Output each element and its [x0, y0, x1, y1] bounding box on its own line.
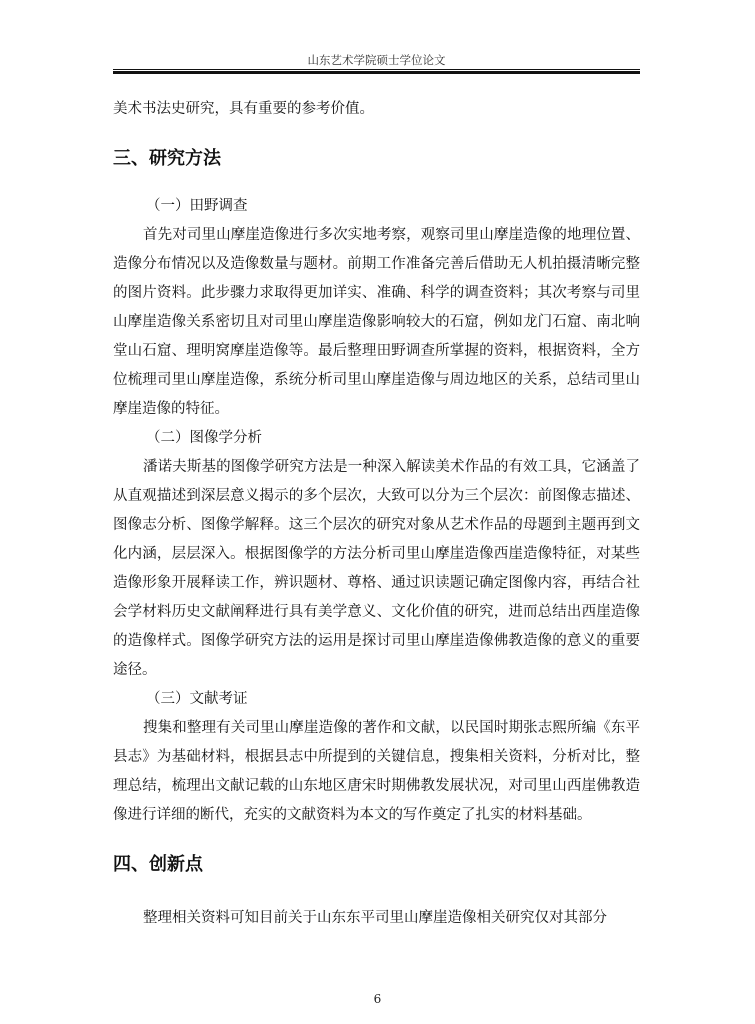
section-heading-methods: 三、研究方法	[113, 148, 221, 169]
subheading-iconography: （二）图像学分析	[146, 430, 262, 446]
running-header-title: 山东艺术学院硕士学位论文	[307, 53, 446, 67]
paragraph-field-survey: 首先对司里山摩崖造像进行多次实地考察，观察司里山摩崖造像的地理位置、造像分布情况以及造像数量与题材。前期工作准备完善后借助无人机拍摄清晰完整的图片资料。此步骤力求取得更加详实、准确、科学的调查资料；其次考察与司里山摩崖造像关系密切且对司里山摩崖造像影响较大的石窟，例如龙门石窟、南北响堂山石窟、理明窝摩崖造像等。最后整理田野调查所掌握的资料，根据资料，全方位梳理司里山摩崖造像，系统分析司里山摩崖造像与周边地区的关系，总结司里山摩崖造像的特征。	[113, 227, 640, 417]
intro-paragraph: 美术书法史研究，具有重要的参考价值。	[113, 101, 374, 117]
header-rule-thin	[113, 69, 640, 70]
page-body	[113, 95, 640, 933]
subheading-field-survey: （一）田野调查	[146, 198, 248, 214]
paragraph-iconography: 潘诺夫斯基的图像学研究方法是一种深入解读美术作品的有效工具，它涵盖了从直观描述到深层意义揭示的多个层次，大致可以分为三个层次：前图像志描述、图像志分析、图像学解释。这三个层次的研究对象从艺术作品的母题到主题再到文化内涵，层层深入。根据图像学的方法分析司里山摩崖造像西崖造像特征，对某些造像形象开展释读工作，辨识题材、尊格、通过识读题记确定图像内容，再结合社会学材料历史文献阐释进行具有美学意义、文化价值的研究，进而总结出西崖造像的造像样式。图像学研究方法的运用是探讨司里山摩崖造像佛教造像的意义的重要途径。	[113, 459, 640, 678]
section-heading-innovation: 四、创新点	[113, 854, 203, 875]
page-number: 6	[373, 992, 382, 1006]
paragraph-literature: 搜集和整理有关司里山摩崖造像的著作和文献，以民国时期张志熙所编《东平县志》为基础材料，根据县志中所提到的关键信息，搜集相关资料，分析对比，整理总结，梳理出文献记载的山东地区唐宋时期佛教发展状况，对司里山西崖佛教造像进行详细的断代，充实的文献资料为本文的写作奠定了扎实的材料基础。	[113, 720, 640, 823]
header-rule-thick	[113, 71, 640, 74]
subheading-literature: （三）文献考证	[146, 691, 248, 707]
paragraph-innovation: 整理相关资料可知目前关于山东东平司里山摩崖造像相关研究仅对其部分	[143, 910, 607, 926]
